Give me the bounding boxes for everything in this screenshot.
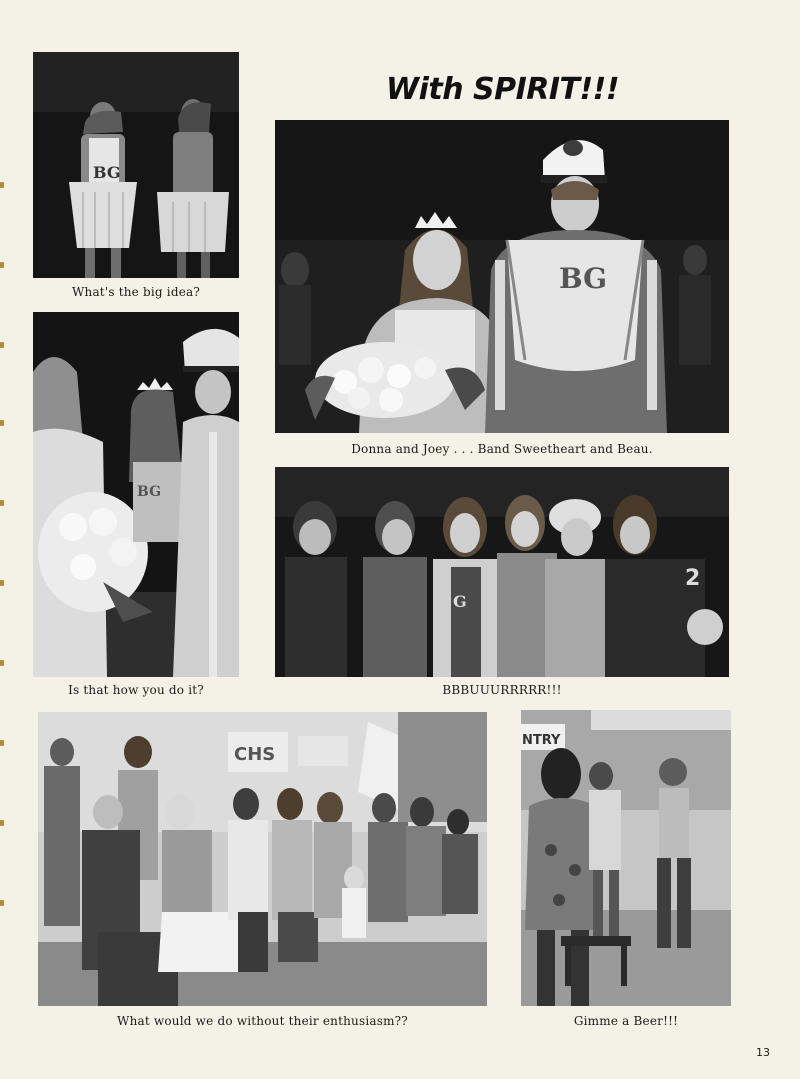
binding-mark bbox=[0, 900, 4, 906]
photo-sweetheart-and-beau bbox=[275, 120, 729, 433]
binding-mark bbox=[0, 420, 4, 426]
binding-mark bbox=[0, 820, 4, 826]
binding-mark bbox=[0, 182, 4, 188]
uniform-letters: BG bbox=[559, 262, 608, 295]
photo-gym-dance bbox=[521, 710, 731, 1006]
caption-mid-right: BBBUUURRRRR!!! bbox=[442, 683, 562, 697]
binding-mark bbox=[0, 740, 4, 746]
sign-text: NTRY bbox=[522, 733, 561, 748]
svg-text:2: 2 bbox=[685, 566, 701, 591]
caption-bottom-right: Gimme a Beer!!! bbox=[573, 1014, 679, 1028]
binding-mark bbox=[0, 500, 4, 506]
caption-mid-left: Is that how you do it? bbox=[68, 683, 204, 697]
svg-text:G: G bbox=[453, 592, 467, 611]
caption-main: Donna and Joey . . . Band Sweetheart and Beau. bbox=[351, 442, 653, 456]
banner-text: CHS bbox=[234, 744, 276, 765]
page-headline: With SPIRIT!!! bbox=[386, 72, 620, 107]
caption-top-left: What's the big idea? bbox=[71, 285, 200, 299]
binding-mark bbox=[0, 580, 4, 586]
photo-cold-group bbox=[275, 467, 729, 677]
uniform-letters: BG bbox=[93, 163, 121, 182]
photo-seated-fans bbox=[38, 712, 487, 1006]
caption-bottom-left: What would we do without their enthusiasm?? bbox=[117, 1014, 408, 1028]
photo-crowning bbox=[33, 312, 239, 677]
binding-mark bbox=[0, 342, 4, 348]
binding-mark bbox=[0, 660, 4, 666]
photo-majorettes bbox=[33, 52, 239, 278]
uniform-letters: BG bbox=[137, 484, 162, 500]
page-number: 13 bbox=[756, 1046, 770, 1059]
binding-mark bbox=[0, 262, 4, 268]
